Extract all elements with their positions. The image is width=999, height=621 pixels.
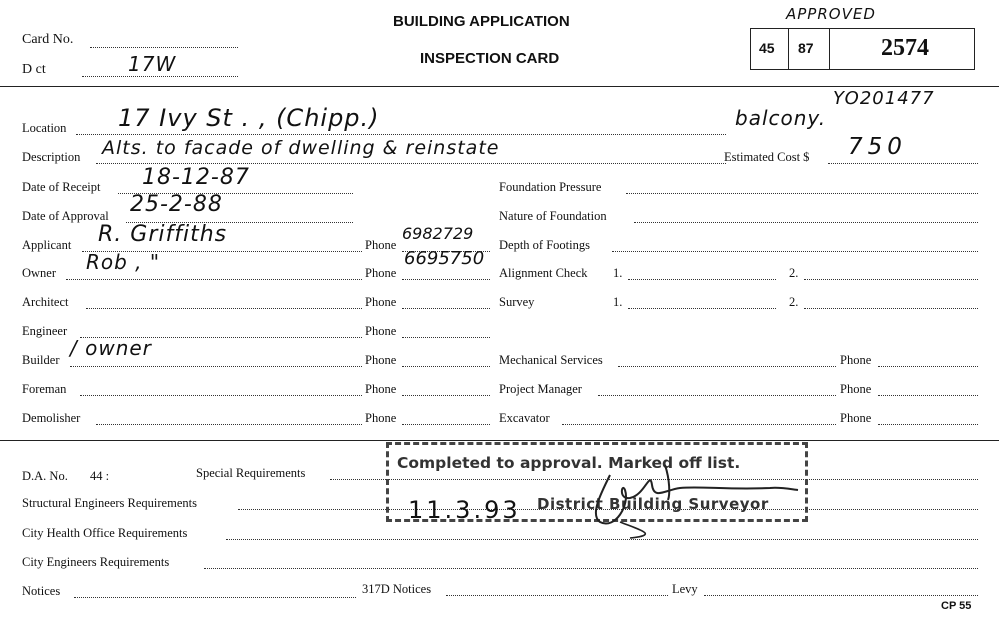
levy-line	[704, 595, 978, 596]
demolisher-line	[96, 424, 362, 425]
depth-footings-label: Depth of Footings	[499, 238, 590, 252]
survey-1-line	[628, 308, 776, 309]
description-label: Description	[22, 150, 81, 164]
alignment-check-1: 1.	[613, 266, 623, 280]
alignment-check-label: Alignment Check	[499, 266, 588, 280]
architect-phone-label: Phone	[365, 295, 397, 309]
signature-icon	[570, 460, 800, 540]
builder-phone-label: Phone	[365, 353, 397, 367]
date-receipt-value: 18-12-87	[142, 165, 250, 190]
stamp-line1: Completed to approval. Marked off list.	[397, 454, 741, 472]
da-no-value: 44 :	[90, 469, 110, 483]
owner-phone-line	[402, 279, 490, 280]
levy-label: Levy	[672, 582, 698, 596]
alignment-check-1-line	[628, 279, 776, 280]
notices-line	[74, 597, 356, 598]
survey-1: 1.	[613, 295, 623, 309]
top-rule	[0, 86, 999, 87]
owner-phone-label: Phone	[365, 266, 397, 280]
foreman-line	[80, 395, 362, 396]
city-eng-line	[204, 568, 978, 569]
owner-line	[66, 279, 362, 280]
project-manager-label: Project Manager	[499, 382, 582, 396]
mechanical-phone-line	[878, 366, 978, 367]
reference-code: YO201477	[833, 88, 935, 109]
box-number-1: 45	[759, 40, 775, 56]
da-no-label: D.A. No.	[22, 469, 68, 483]
applicant-label: Applicant	[22, 238, 72, 252]
mechanical-line	[618, 366, 836, 367]
architect-label: Architect	[22, 295, 69, 309]
box-number-2: 87	[798, 40, 814, 56]
district-line	[82, 76, 238, 77]
owner-phone-value: 6695750	[404, 248, 485, 269]
depth-footings-line	[612, 251, 978, 252]
excavator-phone-label: Phone	[840, 411, 872, 425]
card-no-label: Card No.	[22, 32, 74, 47]
date-receipt-label: Date of Receipt	[22, 180, 101, 194]
excavator-line	[562, 424, 836, 425]
card-no-line	[90, 47, 238, 48]
demolisher-phone-label: Phone	[365, 411, 397, 425]
card-number-box	[750, 28, 975, 70]
excavator-phone-line	[878, 424, 978, 425]
excavator-label: Excavator	[499, 411, 550, 425]
district-value: 17W	[128, 52, 177, 76]
mechanical-label: Mechanical Services	[499, 353, 603, 367]
builder-value: / owner	[70, 336, 152, 360]
builder-phone-line	[402, 366, 490, 367]
foreman-phone-line	[402, 395, 490, 396]
structural-label: Structural Engineers Requirements	[22, 496, 197, 510]
owner-label: Owner	[22, 266, 57, 280]
notices-317d-line	[446, 595, 668, 596]
stamp-line2: District Building Surveyor	[537, 495, 769, 513]
date-approval-value: 25-2-88	[130, 192, 223, 217]
engineer-label: Engineer	[22, 324, 68, 338]
engineer-phone-label: Phone	[365, 324, 397, 338]
demolisher-label: Demolisher	[22, 411, 81, 425]
location-value: 17 Ivy St . , (Chipp.)	[118, 104, 380, 132]
project-manager-line	[598, 395, 836, 396]
stamp-date: 11.3.93	[408, 496, 521, 524]
nature-foundation-label: Nature of Foundation	[499, 209, 607, 223]
demolisher-phone-line	[402, 424, 490, 425]
owner-value: Rob , "	[86, 250, 161, 274]
project-manager-phone-line	[878, 395, 978, 396]
estimated-cost-line	[828, 163, 978, 164]
project-manager-phone-label: Phone	[840, 382, 872, 396]
location-line	[76, 134, 726, 135]
location-label: Location	[22, 121, 67, 135]
applicant-value: R. Griffiths	[98, 222, 228, 247]
engineer-phone-line	[402, 337, 490, 338]
builder-label: Builder	[22, 353, 60, 367]
box-number-3: 2574	[881, 35, 929, 61]
notices-317d-label: 317D Notices	[362, 582, 432, 596]
applicant-phone-label: Phone	[365, 238, 397, 252]
estimated-cost-value: 750	[848, 134, 907, 160]
health-label: City Health Office Requirements	[22, 526, 188, 540]
title-line1: BUILDING APPLICATION	[393, 13, 570, 30]
survey-2: 2.	[789, 295, 799, 309]
city-eng-label: City Engineers Requirements	[22, 555, 170, 569]
applicant-phone-value: 6982729	[402, 224, 474, 243]
middle-rule	[0, 440, 999, 441]
survey-label: Survey	[499, 295, 535, 309]
district-label: D ct	[22, 62, 46, 77]
estimated-cost-label: Estimated Cost $	[724, 150, 810, 164]
approved-note: APPROVED	[786, 5, 876, 23]
foreman-label: Foreman	[22, 382, 67, 396]
notices-label: Notices	[22, 584, 61, 598]
architect-line	[86, 308, 362, 309]
alignment-check-2-line	[804, 279, 978, 280]
survey-2-line	[804, 308, 978, 309]
alignment-check-2: 2.	[789, 266, 799, 280]
foundation-pressure-label: Foundation Pressure	[499, 180, 602, 194]
architect-phone-line	[402, 308, 490, 309]
description-value: Alts. to facade of dwelling & reinstate	[102, 137, 500, 159]
description-line	[96, 163, 726, 164]
special-req-label: Special Requirements	[196, 466, 306, 480]
location-extra: balcony.	[735, 106, 827, 130]
builder-line	[70, 366, 362, 367]
foundation-pressure-line	[626, 193, 978, 194]
form-code: CP 55	[941, 600, 972, 612]
foreman-phone-label: Phone	[365, 382, 397, 396]
mechanical-phone-label: Phone	[840, 353, 872, 367]
nature-foundation-line	[634, 222, 978, 223]
date-approval-label: Date of Approval	[22, 209, 109, 223]
title-line2: INSPECTION CARD	[420, 50, 560, 67]
